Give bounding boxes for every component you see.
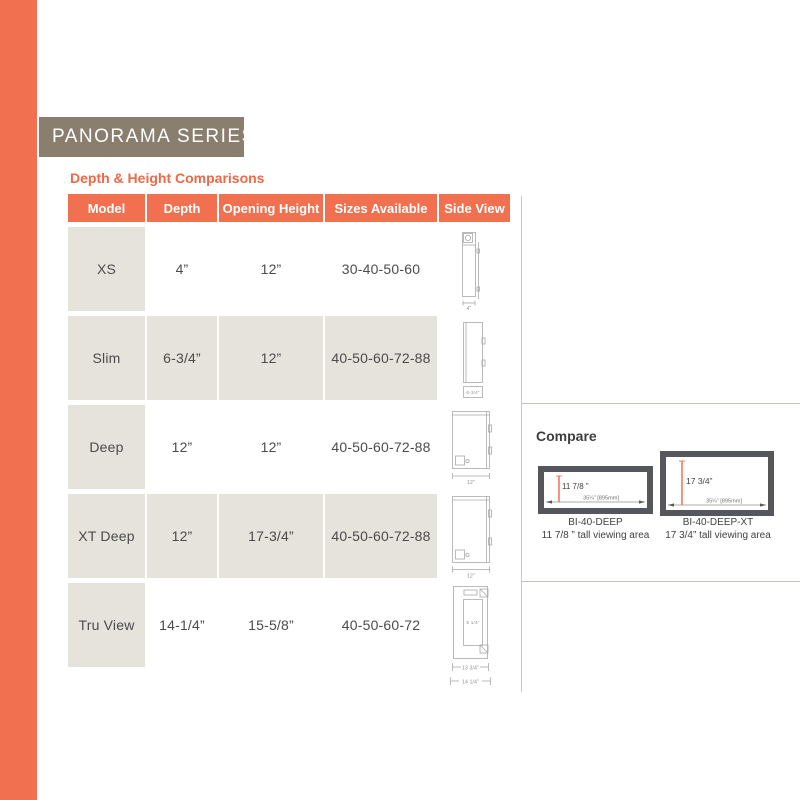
opening-height-cell: 15-5/8” [248,617,294,633]
svg-text:14 1/4”: 14 1/4” [462,679,479,686]
side-view-cell [439,316,510,400]
depth-cell: 6-3/4” [147,316,217,400]
depth-cell: 4” [175,261,189,277]
svg-text:4”: 4” [466,306,471,312]
sizes-cell: 40-50-60-72-88 [325,316,437,400]
model-name-cell: XS [68,227,145,311]
svg-text:13 3/4”: 13 3/4” [462,665,479,672]
model-name-cell: Slim [68,316,145,400]
svg-text:12”: 12” [466,573,475,580]
compare-panel-bottom-rule [521,581,800,582]
svg-text:12”: 12” [466,480,475,486]
svg-text:5 1/4”: 5 1/4” [466,620,480,625]
compare-caption-deep [524,517,667,542]
model-name-cell: Deep [68,405,145,489]
sizes-cell: 40-50-60-72-88 [325,494,437,578]
compare-caption-deep-xt [648,517,788,542]
sizes-cell: 30-40-50-60 [341,261,421,277]
col-header-opening-height: Opening Height [219,194,323,222]
col-header-side-view: Side View [439,194,510,222]
sizes-cell: 40-50-60-72 [341,617,421,633]
col-header-sizes-available: Sizes Available [325,194,437,222]
compare-frame-deep [538,466,653,514]
comparison-table [68,194,510,686]
opening-height-cell: 12” [260,261,282,277]
deep-xt-viewing-area-diagram [666,457,768,510]
side-view-cell [439,227,510,311]
svg-text:6-3/4”: 6-3/4” [465,390,480,395]
svg-text:17 3/4”: 17 3/4” [686,476,713,486]
col-header-depth: Depth [147,194,217,222]
model-name-cell: Tru View [68,583,145,667]
deep-viewing-area-diagram [544,472,647,508]
compare-heading: Compare [536,428,597,444]
opening-height-cell: 17-3/4” [219,494,323,578]
depth-cell: 12” [147,494,217,578]
deep-side-view-drawing [440,405,510,489]
model-number: BI-40-DEEP-XT [682,517,754,528]
side-view-cell [439,583,510,686]
side-view-cell [439,494,510,578]
svg-text:35¼” [895mm]: 35¼” [895mm] [582,495,620,502]
compare-panel-top-rule [521,403,800,404]
opening-height-cell: 12” [219,316,323,400]
xs-side-view-drawing [440,227,510,311]
model-name-cell: XT Deep [68,494,145,578]
sizes-cell: 40-50-60-72-88 [331,439,431,455]
slim-side-view-drawing [440,316,510,400]
svg-text:35¼” [895mm]: 35¼” [895mm] [705,498,743,505]
left-accent-bar [0,0,37,800]
svg-text:11 7/8 ”: 11 7/8 ” [562,482,589,491]
tru-view-side-view-drawing [437,583,512,701]
comparison-subtitle: Depth & Height Comparisons [70,170,265,186]
side-view-cell [439,405,510,489]
depth-cell: 12” [171,439,193,455]
vertical-divider [521,196,522,692]
opening-height-cell: 12” [260,439,282,455]
xt-deep-side-view-drawing [440,494,510,578]
model-number: BI-40-DEEP [568,517,623,528]
col-header-model: Model [68,194,145,222]
compare-frame-deep-xt [660,451,774,516]
viewing-area-caption: 17 3/4” tall viewing area [665,530,771,541]
viewing-area-caption: 11 7/8 ” tall viewing area [541,530,650,541]
depth-cell: 14-1/4” [159,617,205,633]
series-title: PANORAMA SERIES [39,117,244,157]
